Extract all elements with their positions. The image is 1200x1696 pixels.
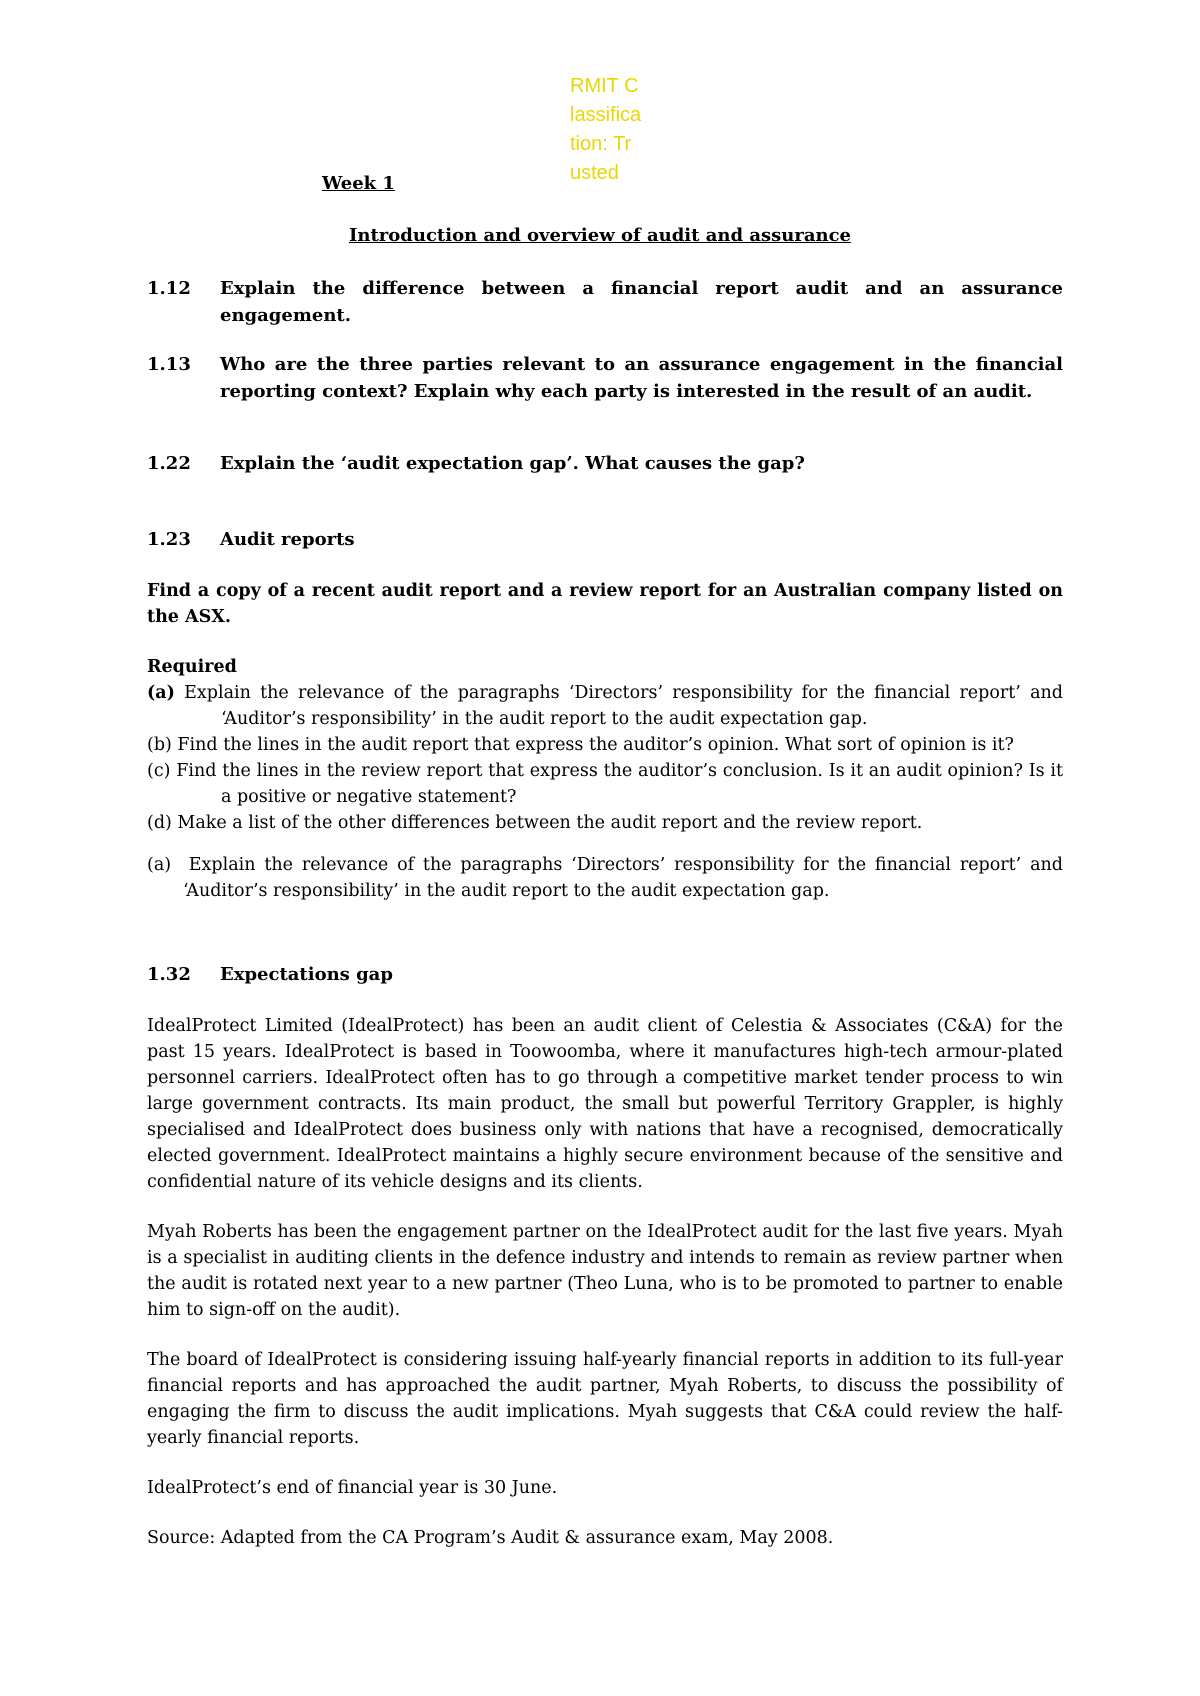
instruction-text: Find a copy of a recent audit report and a review report for an Australian company listed on the ASX. xyxy=(147,581,1063,627)
question-1-23 xyxy=(147,526,1063,553)
required-item-c: (c) Find the lines in the review report that express the auditor’s conclusion. Is it an audit opinion? Is it a positive or negative statement? xyxy=(147,761,1063,807)
question-number: 1.32 xyxy=(147,964,191,985)
required-label: Required xyxy=(147,657,237,677)
question-number: 1.22 xyxy=(147,453,191,474)
question-text: Audit reports xyxy=(220,529,355,550)
source-note: Source: Adapted from the CA Program’s Audit & assurance exam, May 2008. xyxy=(147,1528,834,1548)
case-paragraph-3: The board of IdealProtect is considering issuing half-yearly financial reports in addition to its full-year financial reports and has approached the audit partner, Myah Roberts, to discuss the possibility of engaging the firm to discuss the audit implications. Myah suggests that C&A could review the half-yearly financial reports. xyxy=(147,1350,1063,1448)
question-1-12 xyxy=(147,275,1063,329)
audit-reports-section xyxy=(147,578,1063,904)
question-text: Explain the ‘audit expectation gap’. What causes the gap? xyxy=(220,453,805,474)
item-label: (a) xyxy=(147,855,172,875)
item-label: (a) xyxy=(147,683,175,703)
required-item-a xyxy=(147,680,1063,732)
question-text: Expectations gap xyxy=(220,964,393,985)
repeat-item-a xyxy=(147,852,1063,904)
case-paragraph-1: IdealProtect Limited (IdealProtect) has been an audit client of Celestia & Associates (C&A) for the past 15 years. IdealProtect is based in Toowoomba, where it manufactures high-tech armour-plated personnel carriers. IdealProtect often has to go through a competitive market tender process to win large government contracts. Its main product, the small but powerful Territory Grappler, is highly specialised and IdealProtect does business only with nations that have a recognised, democratically elected government. IdealProtect maintains a highly secure environment because of the sensitive and confidential nature of its vehicle designs and its clients. xyxy=(147,1016,1063,1192)
item-text: Explain the relevance of the paragraphs ‘Directors’ responsibility for the financial report’ and ‘Auditor’s responsibility’ in the audit report to the audit expectation gap. xyxy=(183,855,1063,901)
page-title: Introduction and overview of audit and assurance xyxy=(348,225,851,246)
question-1-13 xyxy=(147,351,1063,405)
case-paragraph-2: Myah Roberts has been the engagement partner on the IdealProtect audit for the last five years. Myah is a specialist in auditing clients in the defence industry and intends to remain as review partner when the audit is rotated next year to a new partner (Theo Luna, who is to be promoted to partner to enable him to sign-off on the audit). xyxy=(147,1222,1063,1320)
item-text: Explain the relevance of the paragraphs ‘Directors’ responsibility for the financial report’ and ‘Auditor’s responsibility’ in the audit report to the audit expectation gap. xyxy=(174,683,1063,729)
classification-label: RMIT Classification: Trusted xyxy=(570,75,642,184)
case-paragraph-4: IdealProtect’s end of financial year is 30 June. xyxy=(147,1478,558,1498)
required-item-b: (b) Find the lines in the audit report that express the auditor’s opinion. What sort of opinion is it? xyxy=(147,735,1014,755)
question-number: 1.13 xyxy=(147,354,191,375)
week-heading: Week 1 xyxy=(322,173,395,194)
question-number: 1.12 xyxy=(147,278,191,299)
case-study xyxy=(147,1013,1063,1551)
question-1-22 xyxy=(147,450,1063,477)
question-number: 1.23 xyxy=(147,529,191,550)
question-text: Explain the difference between a financial report audit and an assurance engagement. xyxy=(220,278,1063,326)
question-text: Who are the three parties relevant to an assurance engagement in the financial reporting context? Explain why each party is interested in the result of an audit. xyxy=(220,354,1063,402)
question-1-32 xyxy=(147,961,1063,988)
required-item-d: (d) Make a list of the other differences between the audit report and the review report. xyxy=(147,813,923,833)
